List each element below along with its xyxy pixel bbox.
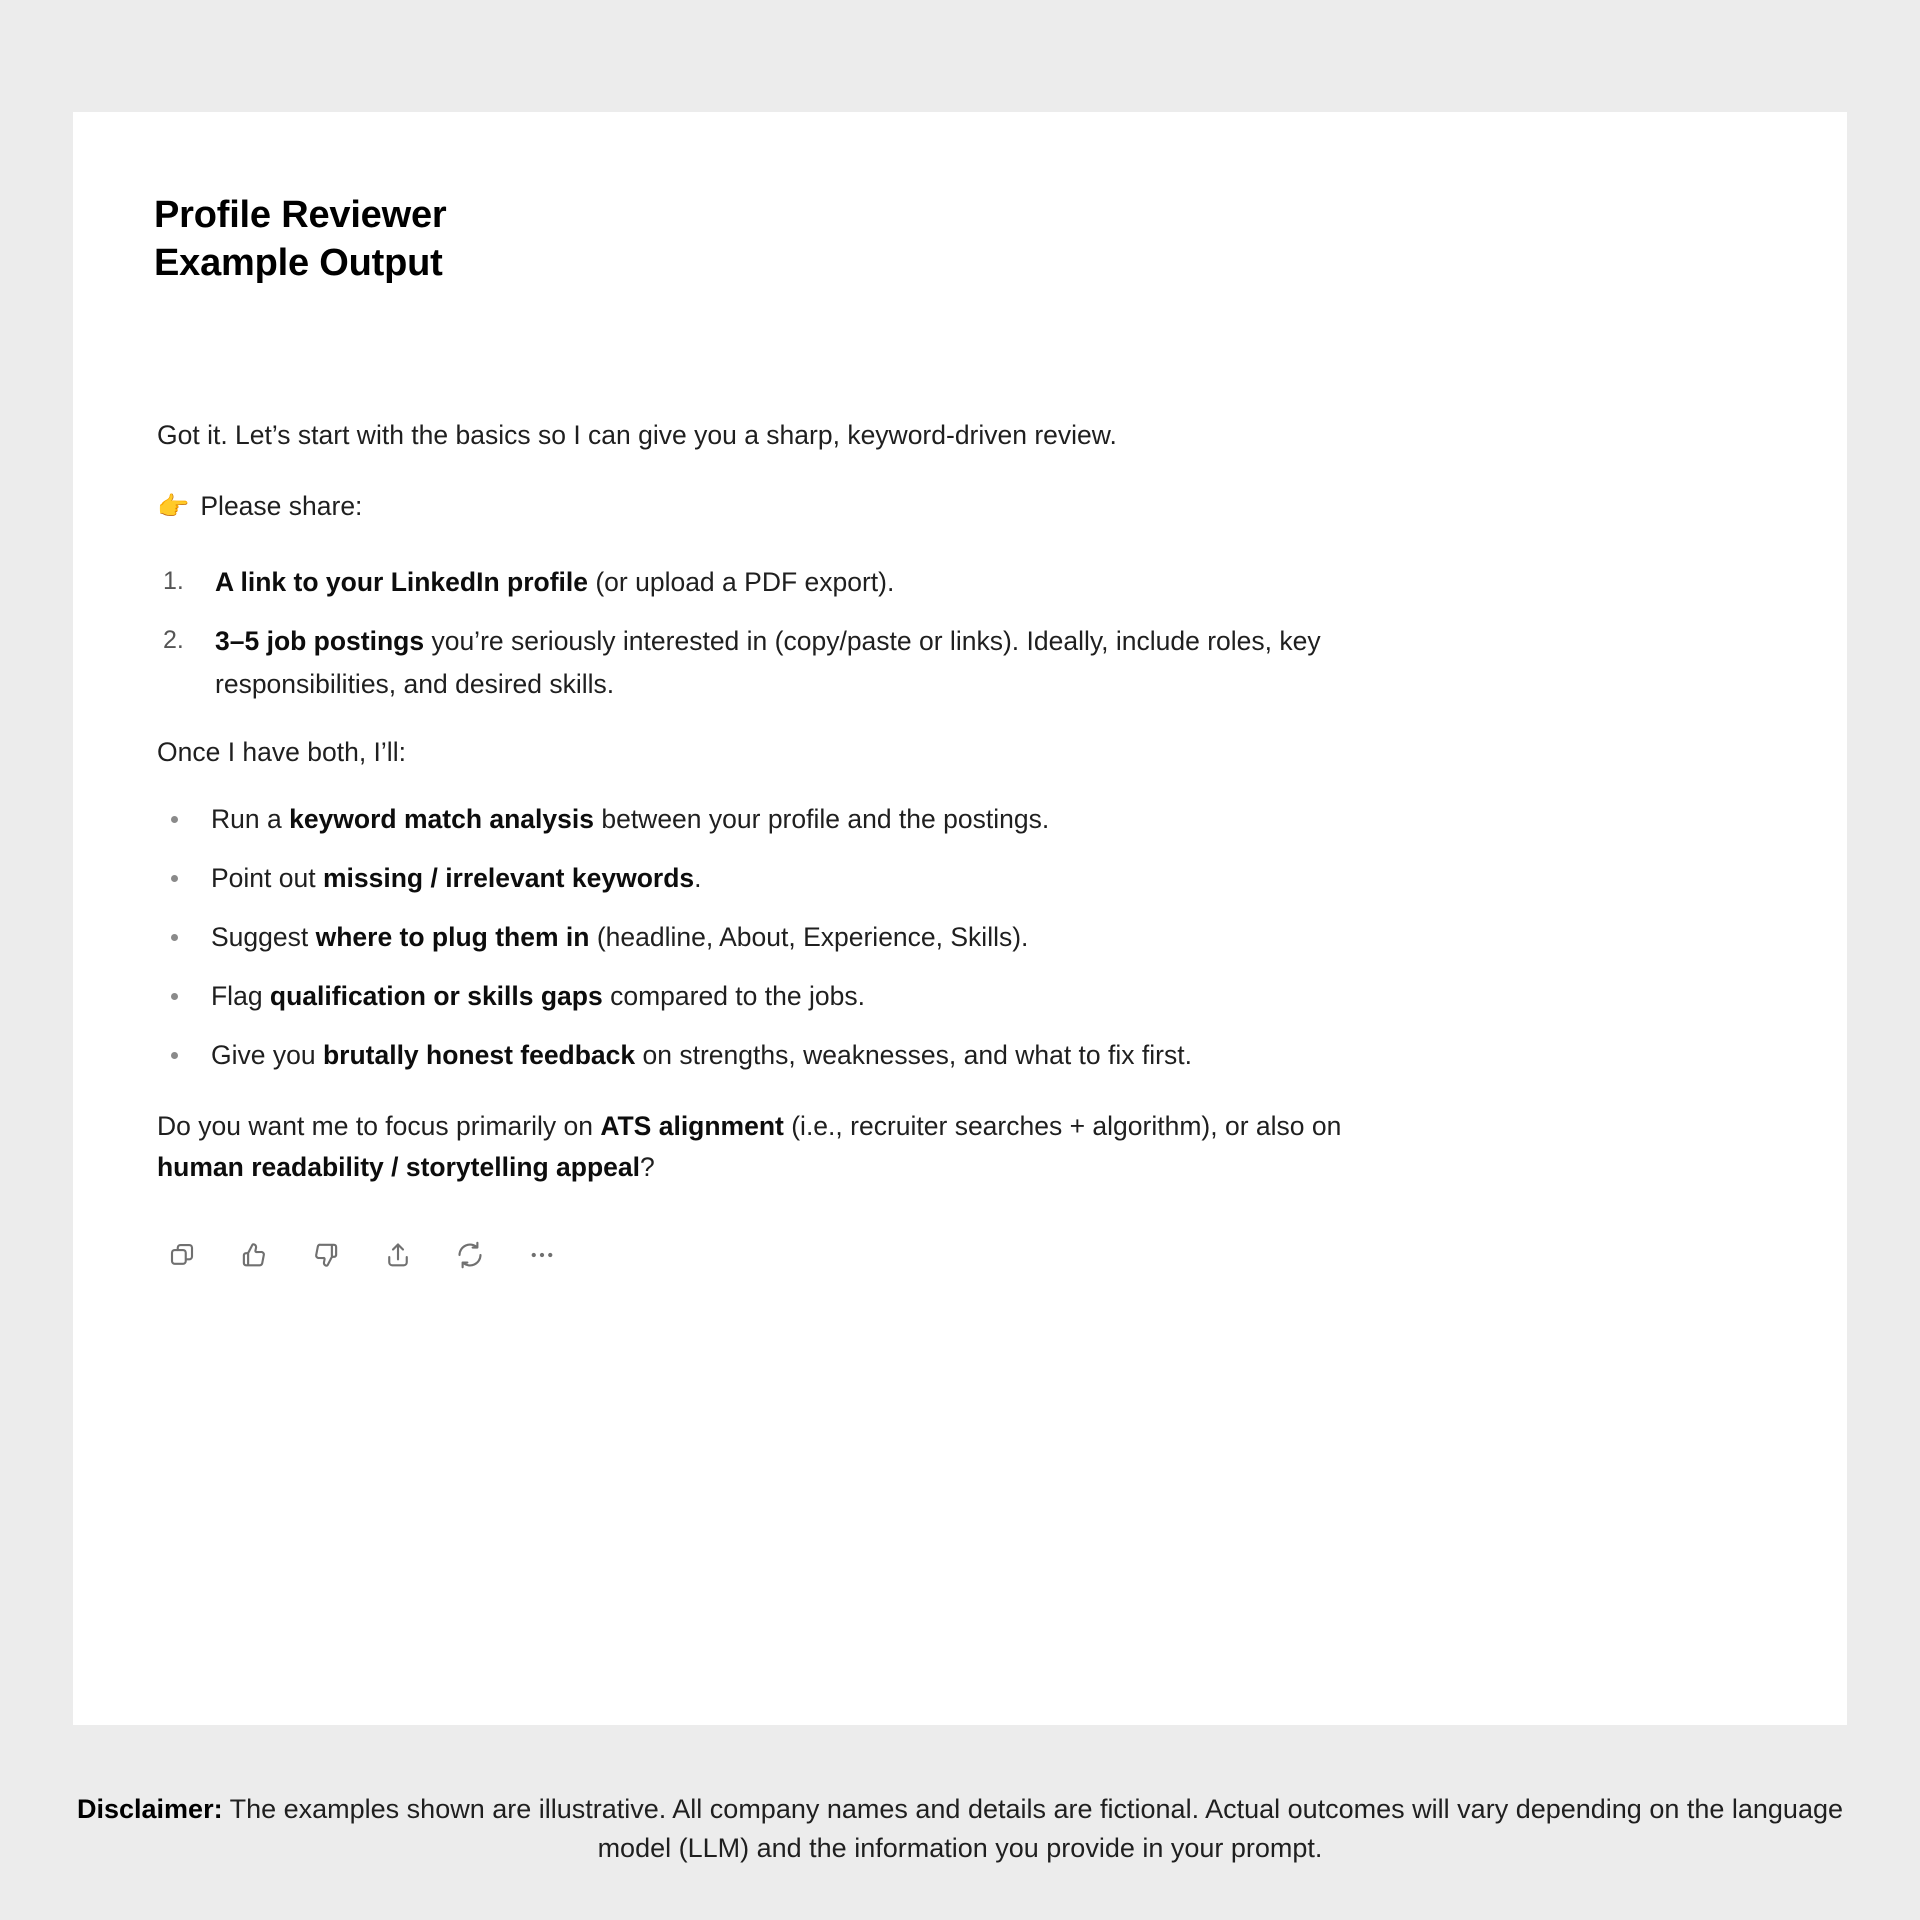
once-i-have-both-line: Once I have both, I’ll: — [157, 736, 406, 767]
regenerate-button[interactable] — [447, 1232, 493, 1278]
bullet-bold: missing / irrelevant keywords — [322, 863, 695, 894]
list-item-rest: (or upload a PDF export). — [587, 567, 895, 598]
closing-bold-ats: ATS alignment — [600, 1111, 784, 1142]
list-item — [157, 976, 1747, 1017]
list-item-bold: A link to your LinkedIn profile — [215, 567, 588, 598]
intro-paragraph: Got it. Let’s start with the basics so I can give you a sharp, keyword-driven review. — [157, 420, 1117, 450]
list-item-text — [211, 1035, 1192, 1076]
list-item — [157, 858, 1747, 899]
example-output-card — [73, 112, 1847, 1725]
list-item — [157, 917, 1747, 958]
pointing-right-emoji-icon: 👉 — [157, 491, 190, 522]
assistant-message — [147, 415, 1747, 1278]
list-item-text — [215, 620, 1401, 706]
list-item-text — [211, 799, 1049, 840]
list-item-text — [215, 561, 1401, 604]
copy-button[interactable] — [159, 1232, 205, 1278]
list-item-text — [211, 976, 865, 1017]
page-title — [154, 192, 1747, 287]
bullet-pre: Suggest — [211, 922, 316, 953]
requested-items-list — [157, 561, 1747, 706]
bullet-post: between your profile and the postings. — [593, 803, 1050, 834]
regenerate-icon — [455, 1240, 485, 1270]
share-button[interactable] — [375, 1232, 421, 1278]
list-item-bold: 3–5 job postings — [215, 626, 425, 657]
list-marker: 2. — [163, 626, 184, 655]
bullet-post: . — [694, 863, 702, 894]
bullet-bold: qualification or skills gaps — [269, 981, 603, 1012]
please-share-label: Please share: — [200, 491, 363, 522]
list-item-rest: you’re seriously interested in (copy/paste or links). Ideally, include roles, key responsibilities, and desired skills. — [215, 626, 1321, 699]
thumbs-up-icon — [239, 1240, 269, 1270]
please-share-line — [157, 486, 1747, 527]
more-options-button[interactable] — [519, 1232, 565, 1278]
bullet-post: on strengths, weaknesses, and what to fix first. — [635, 1040, 1192, 1071]
thumbs-down-button[interactable] — [303, 1232, 349, 1278]
list-item-text — [211, 858, 702, 899]
disclaimer-label: Disclaimer: — [77, 1794, 223, 1824]
page-title-line-2: Example Output — [154, 241, 443, 284]
bullet-bold: brutally honest feedback — [322, 1040, 636, 1071]
disclaimer — [0, 1790, 1920, 1868]
bullet-pre: Point out — [211, 863, 323, 894]
thumbs-up-button[interactable] — [231, 1232, 277, 1278]
bullet-post: compared to the jobs. — [602, 981, 865, 1012]
closing-bold-readability: human readability / storytelling appeal — [157, 1152, 641, 1183]
bullet-bold: where to plug them in — [315, 922, 590, 953]
closing-question — [157, 1106, 1407, 1188]
capabilities-list — [157, 799, 1747, 1076]
bullet-pre: Give you — [211, 1040, 323, 1071]
list-item — [157, 1035, 1747, 1076]
page-title-line-1: Profile Reviewer — [154, 194, 447, 236]
list-item — [157, 561, 1747, 604]
list-marker: 1. — [163, 567, 184, 596]
list-item-text — [211, 917, 1028, 958]
bullet-post: (headline, About, Experience, Skills). — [589, 922, 1029, 953]
closing-post: ? — [640, 1152, 655, 1183]
closing-mid: (i.e., recruiter searches + algorithm), or also on — [783, 1111, 1342, 1142]
thumbs-down-icon — [311, 1240, 341, 1270]
message-actions-toolbar — [159, 1232, 1747, 1278]
share-icon — [383, 1240, 413, 1270]
closing-pre: Do you want me to focus primarily on — [157, 1111, 601, 1142]
bullet-pre: Flag — [211, 981, 270, 1012]
copy-icon — [167, 1240, 197, 1270]
list-item — [157, 799, 1747, 840]
more-options-icon — [527, 1240, 557, 1270]
disclaimer-text: The examples shown are illustrative. All company names and details are fictional. Actual outcomes will vary depending on the language model (LLM) and the information you provide in your prompt. — [222, 1794, 1843, 1864]
bullet-bold: keyword match analysis — [289, 803, 594, 834]
list-item — [157, 620, 1747, 706]
bullet-pre: Run a — [211, 803, 290, 834]
